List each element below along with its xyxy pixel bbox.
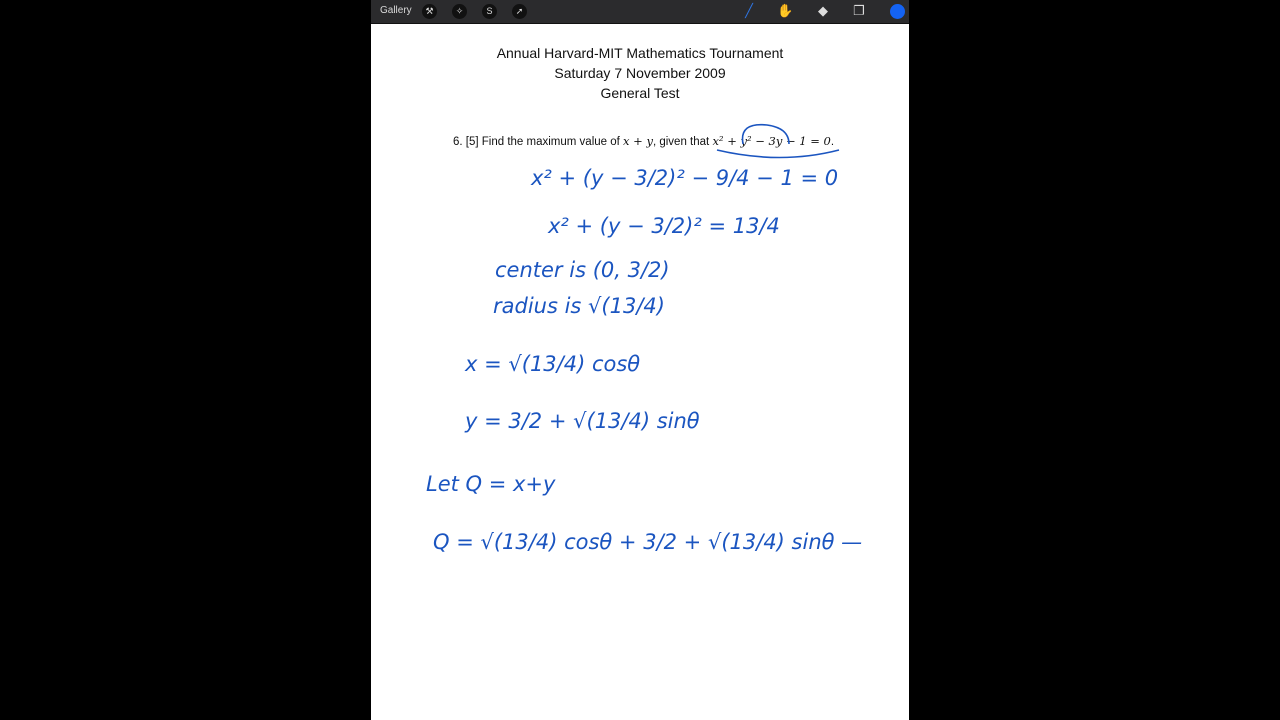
ink-line-4: radius is √(13/4) [493, 294, 665, 318]
brush-icon[interactable]: ╱ [745, 3, 753, 18]
problem-text: . [830, 136, 835, 148]
layers-icon[interactable]: ❐ [853, 3, 865, 18]
ink-line-7: Let Q = x+y [426, 472, 556, 496]
problem-text: 6. [5] Find the maximum value of [453, 136, 624, 148]
wrench-icon[interactable]: ⚒ [422, 4, 437, 19]
ink-line-1: x² + (y − 3/2)² − 9/4 − 1 = 0 [531, 166, 839, 190]
ink-line-2: x² + (y − 3/2)² = 13/4 [548, 214, 780, 238]
transform-arrow-icon[interactable]: ➚ [512, 4, 527, 19]
ink-line-6: y = 3/2 + √(13/4) sinθ [465, 409, 700, 433]
ink-line-3: center is (0, 3/2) [495, 258, 670, 282]
gallery-button[interactable]: Gallery [380, 5, 412, 16]
selection-icon[interactable]: S [482, 4, 497, 19]
problem-expression: x + y [623, 134, 653, 148]
problem-equation: x² + y² − 3y − 1 = 0 [712, 134, 831, 148]
magic-wand-icon[interactable]: ✧ [452, 4, 467, 19]
title-line-3: General Test [600, 85, 680, 101]
ink-line-5: x = √(13/4) cosθ [465, 352, 641, 376]
ink-line-8: Q = √(13/4) cosθ + 3/2 + √(13/4) sinθ — [433, 530, 863, 554]
problem-text: , given that [652, 136, 713, 148]
procreate-canvas-window [371, 0, 909, 720]
title-line-1: Annual Harvard-MIT Mathematics Tournament [496, 45, 784, 61]
eraser-icon[interactable]: ◆ [818, 3, 828, 18]
smudge-icon[interactable]: ✋ [777, 3, 794, 18]
toolbar [371, 0, 909, 24]
title-line-2: Saturday 7 November 2009 [554, 65, 726, 81]
ink-annotation-underline [711, 120, 851, 165]
color-picker-button[interactable] [890, 4, 905, 19]
